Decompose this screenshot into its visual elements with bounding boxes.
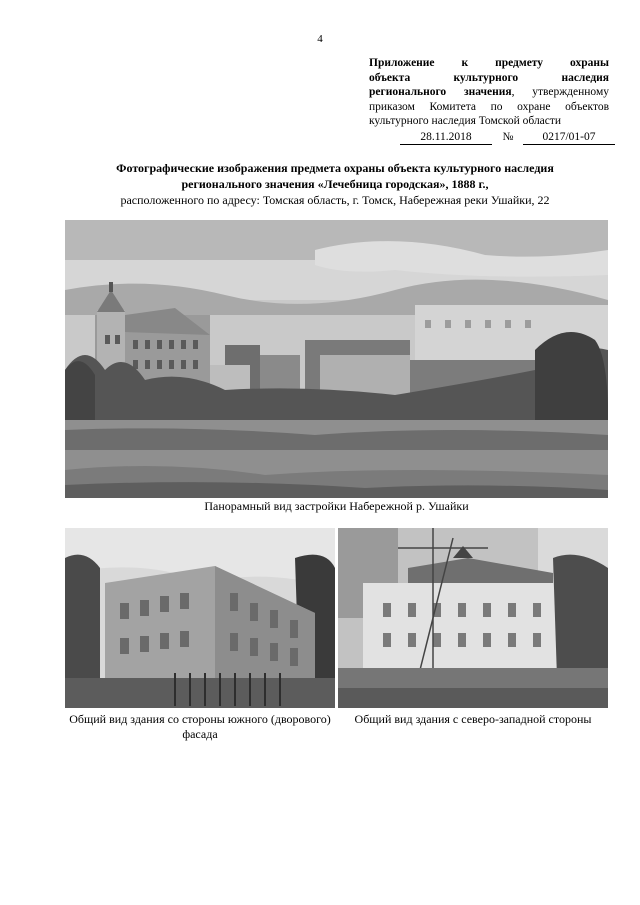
- panorama-caption: Панорамный вид застройки Набережной р. Ушайки: [204, 499, 469, 513]
- appendix-line-2: объекта культурного наследия: [369, 71, 609, 84]
- appendix-line-3-bold: регионального значения: [369, 86, 512, 98]
- order-number: 0217/01-07: [523, 130, 615, 145]
- title-line-3: расположенного по адресу: Томская область, г. Томск, Набережная реки Ушайки, 22: [120, 193, 550, 207]
- appendix-line-1: Приложение к предмету охраны: [369, 57, 609, 69]
- northwest-side-photo: [338, 528, 608, 708]
- order-reference: [400, 130, 615, 146]
- northwest-side-caption: Общий вид здания с северо-западной стороны: [354, 712, 592, 726]
- appendix-line-5: культурного наследия Томской области: [369, 115, 562, 127]
- order-date: 28.11.2018: [400, 130, 492, 145]
- order-number-sign: №: [502, 131, 514, 143]
- south-facade-photo: [65, 528, 335, 708]
- page-number: 4: [317, 33, 323, 45]
- appendix-line-4: приказом Комитета по охране объектов: [369, 100, 609, 113]
- appendix-line-3-rest: , утвержденному: [511, 86, 609, 98]
- south-facade-caption: Общий вид здания со стороны южного (дворового) фасада: [69, 712, 331, 741]
- title-line-1: Фотографические изображения предмета охраны объекта культурного наследия: [116, 161, 554, 175]
- appendix-heading: [369, 56, 609, 129]
- panorama-photo: [65, 220, 608, 498]
- document-title: [60, 160, 610, 208]
- title-line-2: регионального значения «Лечебница городская», 1888 г.,: [181, 177, 489, 191]
